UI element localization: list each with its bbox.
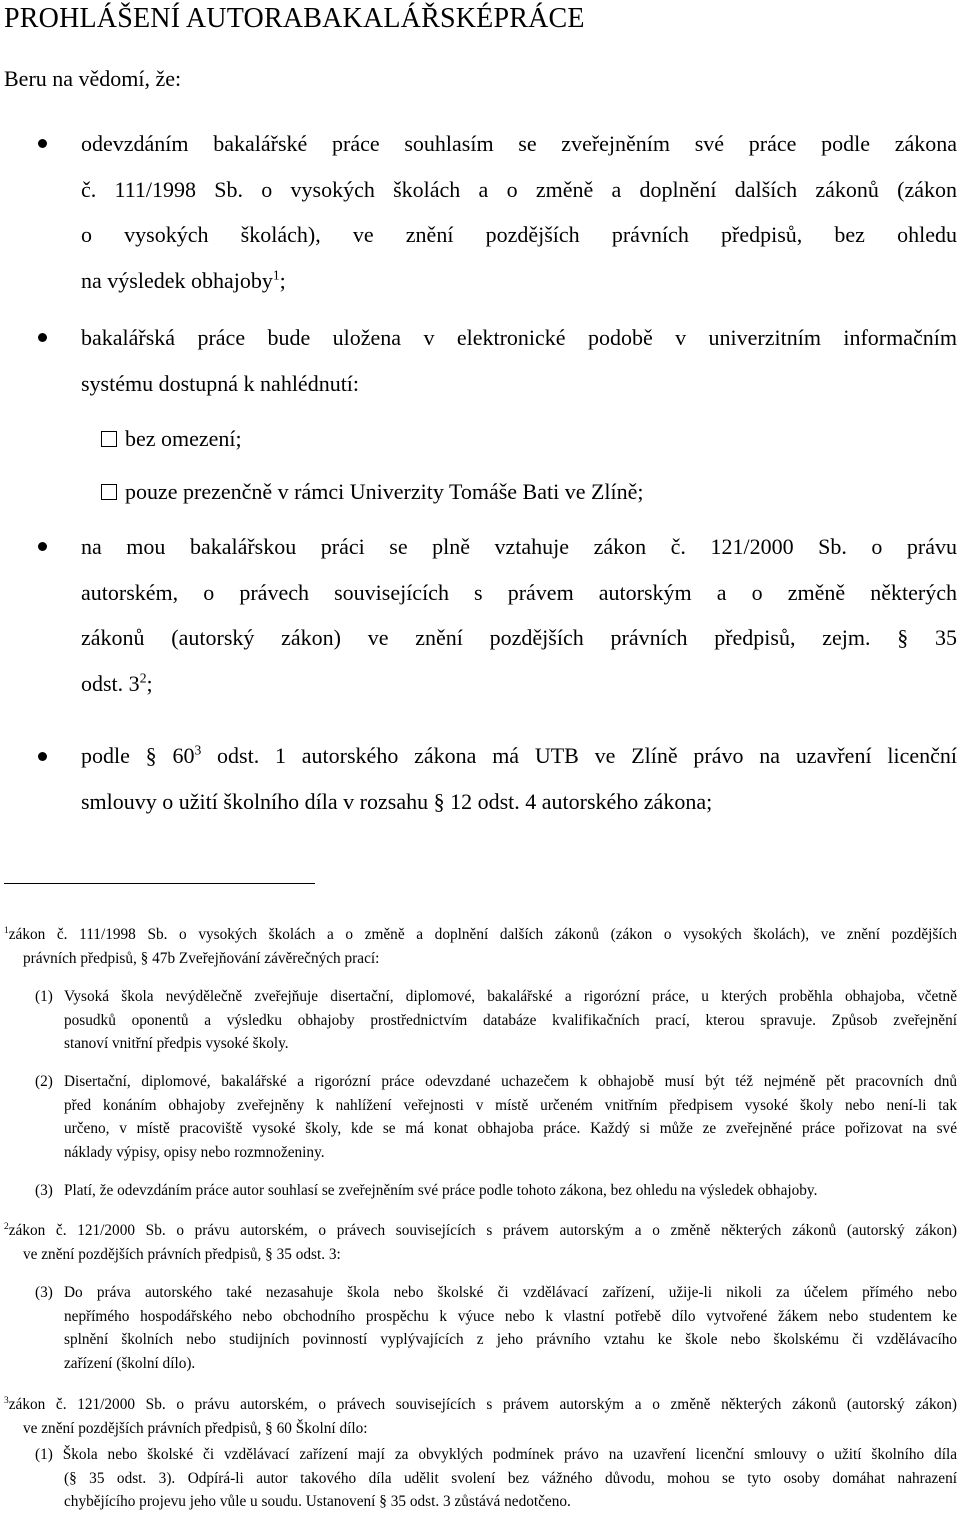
- footnote-ref: 2: [139, 670, 147, 686]
- text-line: zákonů (autorský zákon) ve znění pozdějších právních předpisů, zejm. § 35: [81, 625, 957, 650]
- text-line: stanoví vnitřní předpis vysoké školy.: [64, 1035, 289, 1052]
- text-line: Vysoká škola nevýdělečně zveřejňuje disertační, diplomové, bakalářské a rigorózní práce, u kterých proběhla obhajoba, včetně: [64, 988, 957, 1005]
- text-line: odst. $3^2$;: [81, 670, 153, 696]
- footnote-1: [4, 923, 957, 970]
- text-line: bakalářská práce bude uložena v elektronické podobě v univerzitním informačním: [81, 325, 957, 350]
- text-line: zařízení (školní dílo).: [64, 1354, 196, 1372]
- text-line: právních předpisů, § 47b Zveřejňování závěrečných prací:: [23, 949, 380, 967]
- footnote-separator: [4, 883, 315, 884]
- footnote-mark: 1: [4, 925, 9, 936]
- text-line: odevzdáním bakalářské práce souhlasím se zveřejněním své práce podle zákona: [81, 131, 957, 156]
- bullet-item-storage: [81, 315, 957, 406]
- checkbox-icon[interactable]: [101, 431, 117, 447]
- paragraph-number: (3): [35, 1182, 53, 1199]
- paragraph-number: (3): [35, 1284, 53, 1301]
- text-line: č. 111/1998 Sb. o vysokých školách a o změně a doplnění dalších zákonů (zákon: [81, 176, 957, 202]
- text-line: Do práva autorského také nezasahuje škola nebo školské či vzdělávací zařízení, užije-li nikoli za účelem přímého nebo: [64, 1284, 957, 1301]
- bullet-item-license: [81, 733, 957, 824]
- text-line: podle § $60^3$ odst. 1 autorského zákona má UTB ve Zlíně právo na uzavření licenční: [81, 742, 957, 768]
- paragraph-number: (2): [35, 1073, 53, 1090]
- text-line: chybějícího projevu jeho vůle u soudu. Ustanovení § 35 odst. 3 zůstává nedotčeno.: [64, 1493, 571, 1510]
- text-line: určeno, v místě pracoviště vysoké školy, kde se má konat obhajoba práce. Každý si může ze zveřejněné práce pořizovat na své: [64, 1120, 957, 1137]
- option-label: bez omezení;: [125, 426, 242, 451]
- text-line: nepřímého hospodářského nebo obchodního prospěchu k výuce nebo k vlastní potřebě dílo vytvořené žákem nebo studentem ke: [64, 1307, 957, 1325]
- bullet-dot: [38, 333, 47, 342]
- option-label: pouze prezenčně v rámci Univerzity Tomáše Bati ve Zlíně;: [125, 479, 644, 504]
- text-line: autorském, o právech souvisejících s právem autorským a o změně některých: [81, 579, 957, 605]
- footnote-1-paragraph-1: [64, 985, 957, 1056]
- text-line: splnění školních nebo studijních povinností vyplývajících z jeho právního vztahu ke škole nebo školskému či vzdělávacího: [64, 1331, 957, 1348]
- text-line: (1) Škola nebo školské či vzdělávací zařízení mají za obvyklých podmínek právo na uzavření licenční smlouvy o užití školního díla: [35, 1446, 957, 1463]
- footnote-1-paragraph-3: [64, 1179, 957, 1203]
- footnote-2-paragraph: [64, 1281, 957, 1375]
- text-line: systému dostupná k nahlédnutí:: [81, 370, 360, 396]
- bullet-dot: [38, 752, 47, 761]
- text-line: Disertační, diplomové, bakalářské a rigorózní práce odevzdané uchazečem k obhajobě musí být též nejméně pět pracovních dnů: [64, 1073, 957, 1090]
- bullet-item-copyright: [81, 524, 957, 706]
- footnote-mark: 3: [4, 1395, 9, 1406]
- text-line: smlouvy o užití školního díla v rozsahu § 12 odst. 4 autorského zákona;: [81, 788, 713, 814]
- option-presence-only[interactable]: [101, 477, 644, 507]
- text-line: před konáním obhajoby zveřejněny k nahlížení veřejnosti v místě určeném vnitřním předpisem vysoké školy nebo není-li tak: [64, 1096, 957, 1114]
- text-line: Platí, že odevzdáním práce autor souhlasí se zveřejněním své práce podle tohoto zákona, bez ohledu na výsledek obhajoby.: [64, 1182, 818, 1199]
- text-line: na mou bakalářskou práci se plně vztahuje zákon č. 121/2000 Sb. o právu: [81, 534, 957, 559]
- bullet-dot: [38, 542, 47, 551]
- text-line: ve znění pozdějších právních předpisů, § 60 Školní dílo:: [23, 1419, 368, 1437]
- option-no-restriction[interactable]: [101, 424, 242, 454]
- footnote-ref: 1: [272, 267, 280, 283]
- bullet-dot: [38, 139, 47, 148]
- footnote-3: [4, 1393, 957, 1440]
- text-line: (§ 35 odst. 3). Odpírá-li autor takového díla udělit svolení bez vážného důvodu, mohou se tyto osoby domáhat nahrazení: [64, 1469, 957, 1487]
- text-line: posudků oponentů a výsledku obhajoby prostřednictvím databáze kvalifikačních prací, kterou spravuje. Způsob zveřejnění: [64, 1011, 957, 1029]
- footnote-ref: 3: [194, 742, 202, 758]
- text-line: náklady výpisy, opisy nebo rozmnoženiny.: [64, 1143, 325, 1161]
- text-line: na výsledek obhajoby$^1$;: [81, 267, 286, 293]
- footnote-3-paragraph: [35, 1443, 957, 1514]
- footnote-1-paragraph-2: [64, 1070, 957, 1164]
- text-line: o vysokých školách), ve znění pozdějších právních předpisů, bez ohledu: [81, 222, 957, 247]
- footnote-2: [4, 1219, 957, 1266]
- text-line: ve znění pozdějších právních předpisů, § 35 odst. 3:: [23, 1245, 341, 1263]
- text-line: $^1$zákon č. 111/1998 Sb. o vysokých školách a o změně a doplnění dalších zákonů (zákon o vysokých školách), ve znění pozdějších: [4, 925, 957, 943]
- footnote-mark: 2: [4, 1221, 9, 1232]
- text-line: $^2$zákon č. 121/2000 Sb. o právu autorském, o právech souvisejících s právem autorským a o změně některých zákonů (autorský zákon): [4, 1221, 957, 1239]
- bullet-item-publication: [81, 121, 957, 303]
- page-title: PROHLÁŠENÍ AUTORABAKALÁŘSKÉPRÁCE: [4, 3, 585, 34]
- text-line: $^3$zákon č. 121/2000 Sb. o právu autorském, o právech souvisejících s právem autorským a o změně některých zákonů (autorský zákon): [4, 1395, 957, 1413]
- intro-text: Beru na vědomí, že:: [4, 66, 182, 91]
- paragraph-number: (1): [35, 988, 53, 1005]
- checkbox-icon[interactable]: [101, 484, 117, 500]
